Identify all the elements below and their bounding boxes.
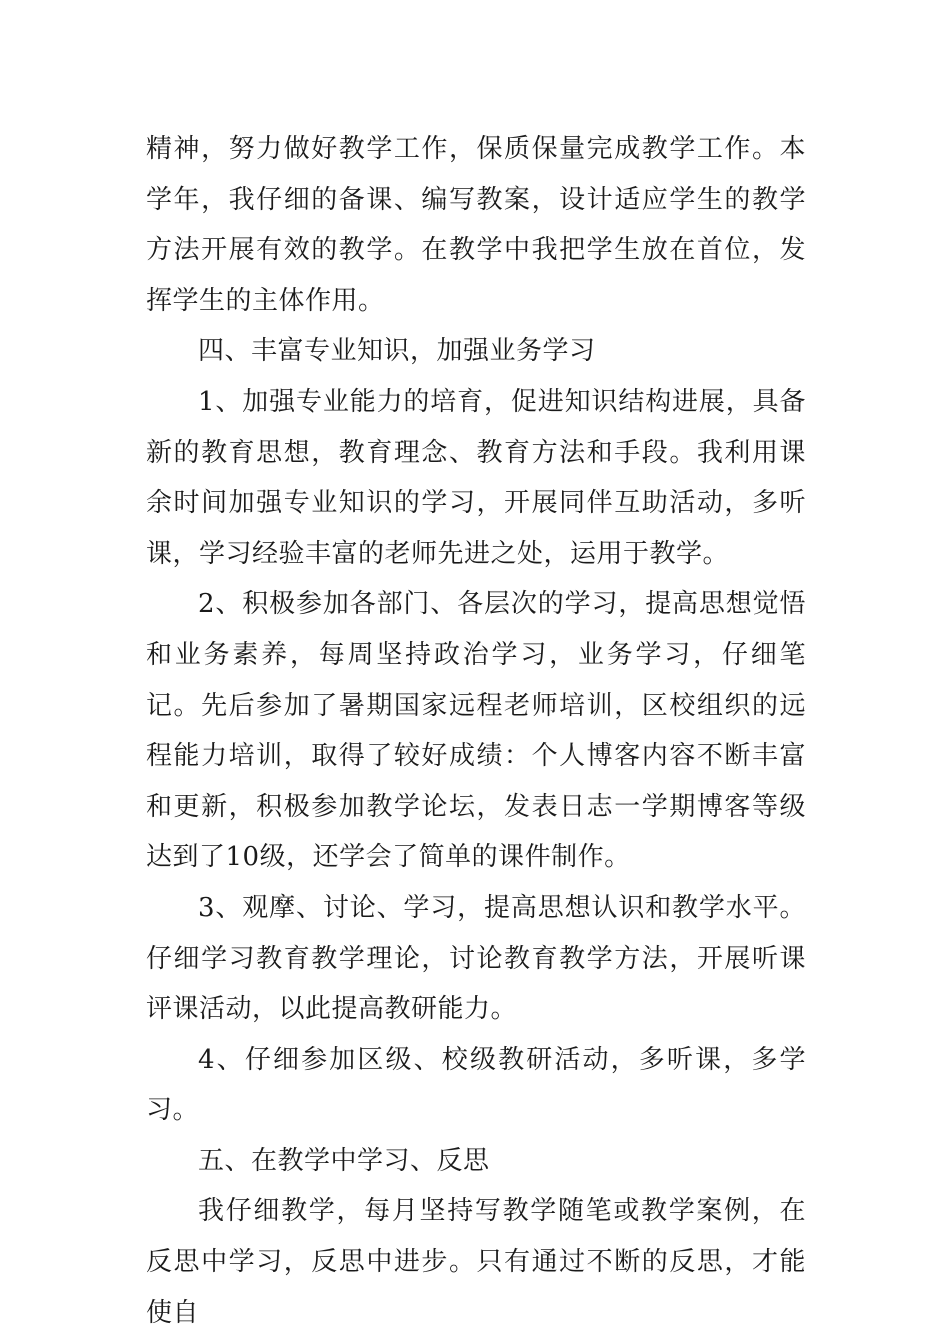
section-heading-five: 五、在教学中学习、反思 (198, 1145, 490, 1176)
paragraph-item-2: 2、积极参加各部门、各层次的学习，提高思想觉悟和业务素养，每周坚持政治学习，业务学习，仔细笔记。先后参加了暑期国家远程老师培训，区校组织的远程能力培训，取得了较好成绩：个人博客内容不断丰富和更新，积极参加教学论坛，发表日志一学期博客等级达到了10级，还学会了简单的课件制作。 (146, 589, 806, 873)
paragraph-continuation: 精神，努力做好教学工作，保质保量完成教学工作。本学年，我仔细的备课、编写教案，设计适应学生的教学方法开展有效的教学。在教学中我把学生放在首位，发挥学生的主体作用。 (146, 134, 806, 316)
document-body (146, 124, 806, 1338)
paragraph-item-3: 3、观摩、讨论、学习，提高思想认识和教学水平。仔细学习教育教学理论，讨论教育教学方法，开展听课评课活动，以此提高教研能力。 (146, 892, 806, 1025)
paragraph-item-4: 4、仔细参加区级、校级教研活动，多听课，多学习。 (146, 1044, 806, 1126)
paragraph-item-1: 1、加强专业能力的培育，促进知识结构进展，具备新的教育思想，教育理念、教育方法和手段。我利用课余时间加强专业知识的学习，开展同伴互助活动，多听课，学习经验丰富的老师先进之处，运用于教学。 (146, 386, 806, 569)
section-heading-four: 四、丰富专业知识，加强业务学习 (198, 336, 596, 367)
paragraph-reflection: 我仔细教学，每月坚持写教学随笔或教学案例，在反思中学习，反思中进步。只有通过不断的反思，才能使自 (146, 1196, 806, 1328)
